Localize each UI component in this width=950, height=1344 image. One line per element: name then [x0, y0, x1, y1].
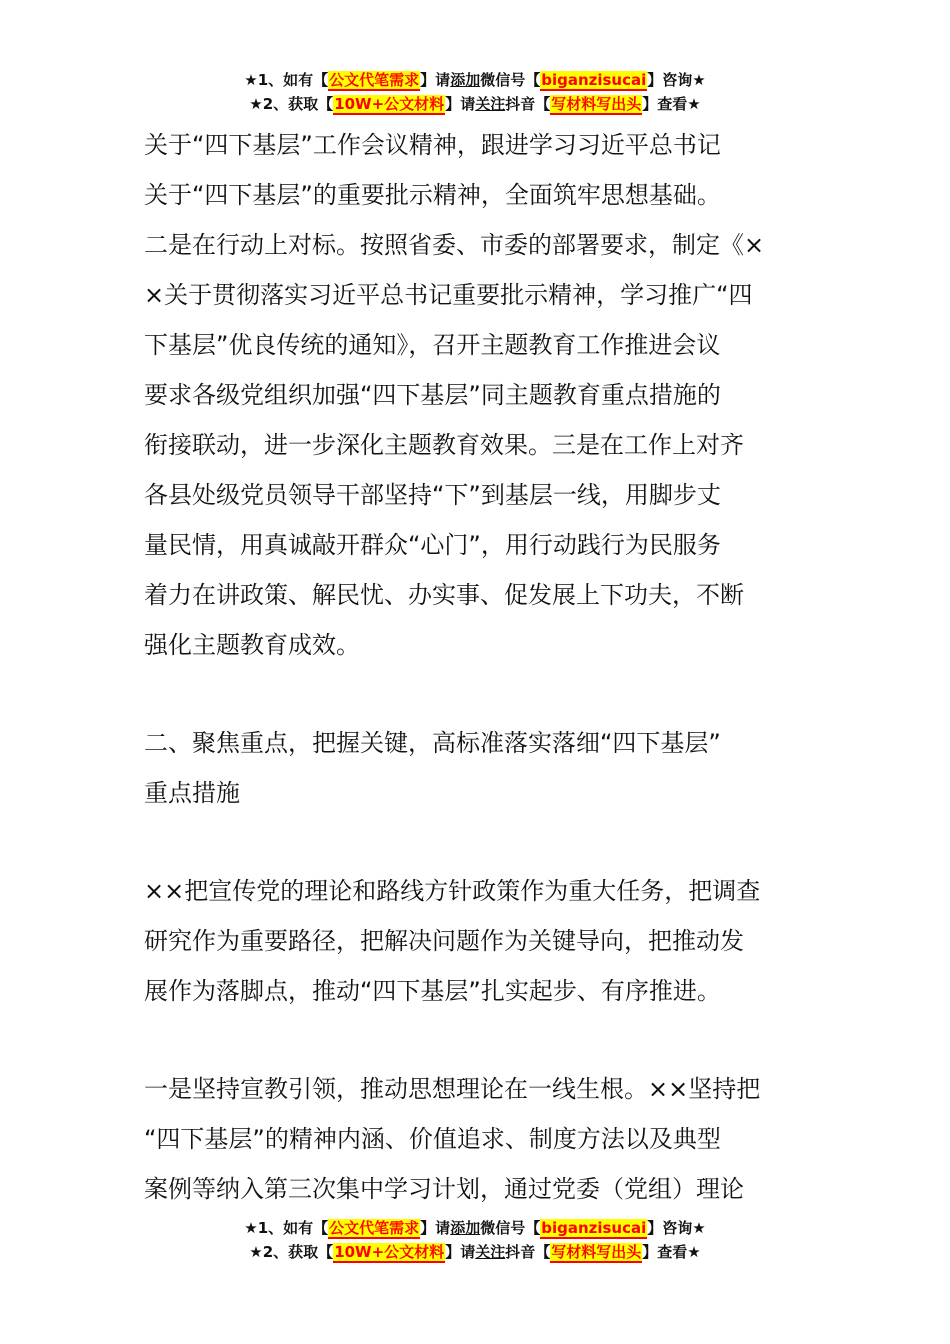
- text-line: 强化主题教育成效。: [144, 631, 360, 659]
- highlight-douyin-account: 写材料写出头: [551, 95, 642, 113]
- header-banner: [0, 68, 950, 116]
- text-line: 二是在行动上对标。按照省委、市委的部署要求，制定《×: [144, 231, 765, 259]
- banner-line-2: ★2、获取【10W+公文材料】请关注抖音【写材料写出头】查看★: [249, 1243, 701, 1261]
- text-line: 研究作为重要路径，把解决问题作为关键导向，把推动发: [144, 927, 744, 955]
- underlined-follow: 关注: [475, 95, 506, 113]
- banner-line-1: ★1、如有【公文代笔需求】请添加微信号【biganzisucai】咨询★: [244, 1219, 706, 1237]
- text-line: 下基层”优良传统的通知》，召开主题教育工作推进会议: [144, 331, 721, 359]
- text-line: ××把宣传党的理论和路线方针政策作为重大任务，把调查: [144, 877, 761, 905]
- text-line: 着力在讲政策、解民忧、办实事、促发展上下功夫，不断: [144, 581, 744, 609]
- highlight-ghostwriting: 公文代笔需求: [329, 1219, 420, 1237]
- paragraph-3: [144, 1064, 808, 1214]
- highlight-materials: 10W+公文材料: [334, 1243, 445, 1261]
- text-line: 衔接联动，进一步深化主题教育效果。三是在工作上对齐: [144, 431, 744, 459]
- section-heading: [144, 718, 808, 818]
- underlined-follow: 关注: [475, 1243, 506, 1261]
- underlined-add: 添加: [450, 71, 481, 89]
- text-line: 展作为落脚点，推动“四下基层”扎实起步、有序推进。: [144, 977, 721, 1005]
- highlight-materials: 10W+公文材料: [334, 95, 445, 113]
- text-line: 各县处级党员领导干部坚持“下”到基层一线，用脚步丈: [144, 481, 721, 509]
- text-line: “四下基层”的精神内涵、价值追求、制度方法以及典型: [144, 1125, 721, 1153]
- heading-line: 重点措施: [144, 779, 240, 807]
- banner-line-2: ★2、获取【10W+公文材料】请关注抖音【写材料写出头】查看★: [249, 95, 701, 113]
- text-line: ×关于贯彻落实习近平总书记重要批示精神，学习推广“四: [144, 281, 753, 309]
- banner-line-1: ★1、如有【公文代笔需求】请添加微信号【biganzisucai】咨询★: [244, 71, 706, 89]
- text-line: 关于“四下基层”工作会议精神，跟进学习习近平总书记: [144, 131, 721, 159]
- highlight-douyin-account: 写材料写出头: [551, 1243, 642, 1261]
- underlined-add: 添加: [450, 1219, 481, 1237]
- highlight-wechat-id: biganzisucai: [541, 71, 647, 89]
- highlight-ghostwriting: 公文代笔需求: [329, 71, 420, 89]
- text-line: 要求各级党组织加强“四下基层”同主题教育重点措施的: [144, 381, 721, 409]
- paragraph-1: [144, 120, 808, 670]
- highlight-wechat-id: biganzisucai: [541, 1219, 647, 1237]
- footer-banner: [0, 1216, 950, 1264]
- text-line: 量民情，用真诚敲开群众“心门”，用行动践行为民服务: [144, 531, 721, 559]
- heading-line: 二、聚焦重点，把握关键，高标准落实落细“四下基层”: [144, 729, 721, 757]
- text-line: 关于“四下基层”的重要批示精神，全面筑牢思想基础。: [144, 181, 721, 209]
- paragraph-2: [144, 866, 808, 1016]
- text-line: 一是坚持宣教引领，推动思想理论在一线生根。××坚持把: [144, 1075, 761, 1103]
- text-line: 案例等纳入第三次集中学习计划，通过党委（党组）理论: [144, 1175, 744, 1203]
